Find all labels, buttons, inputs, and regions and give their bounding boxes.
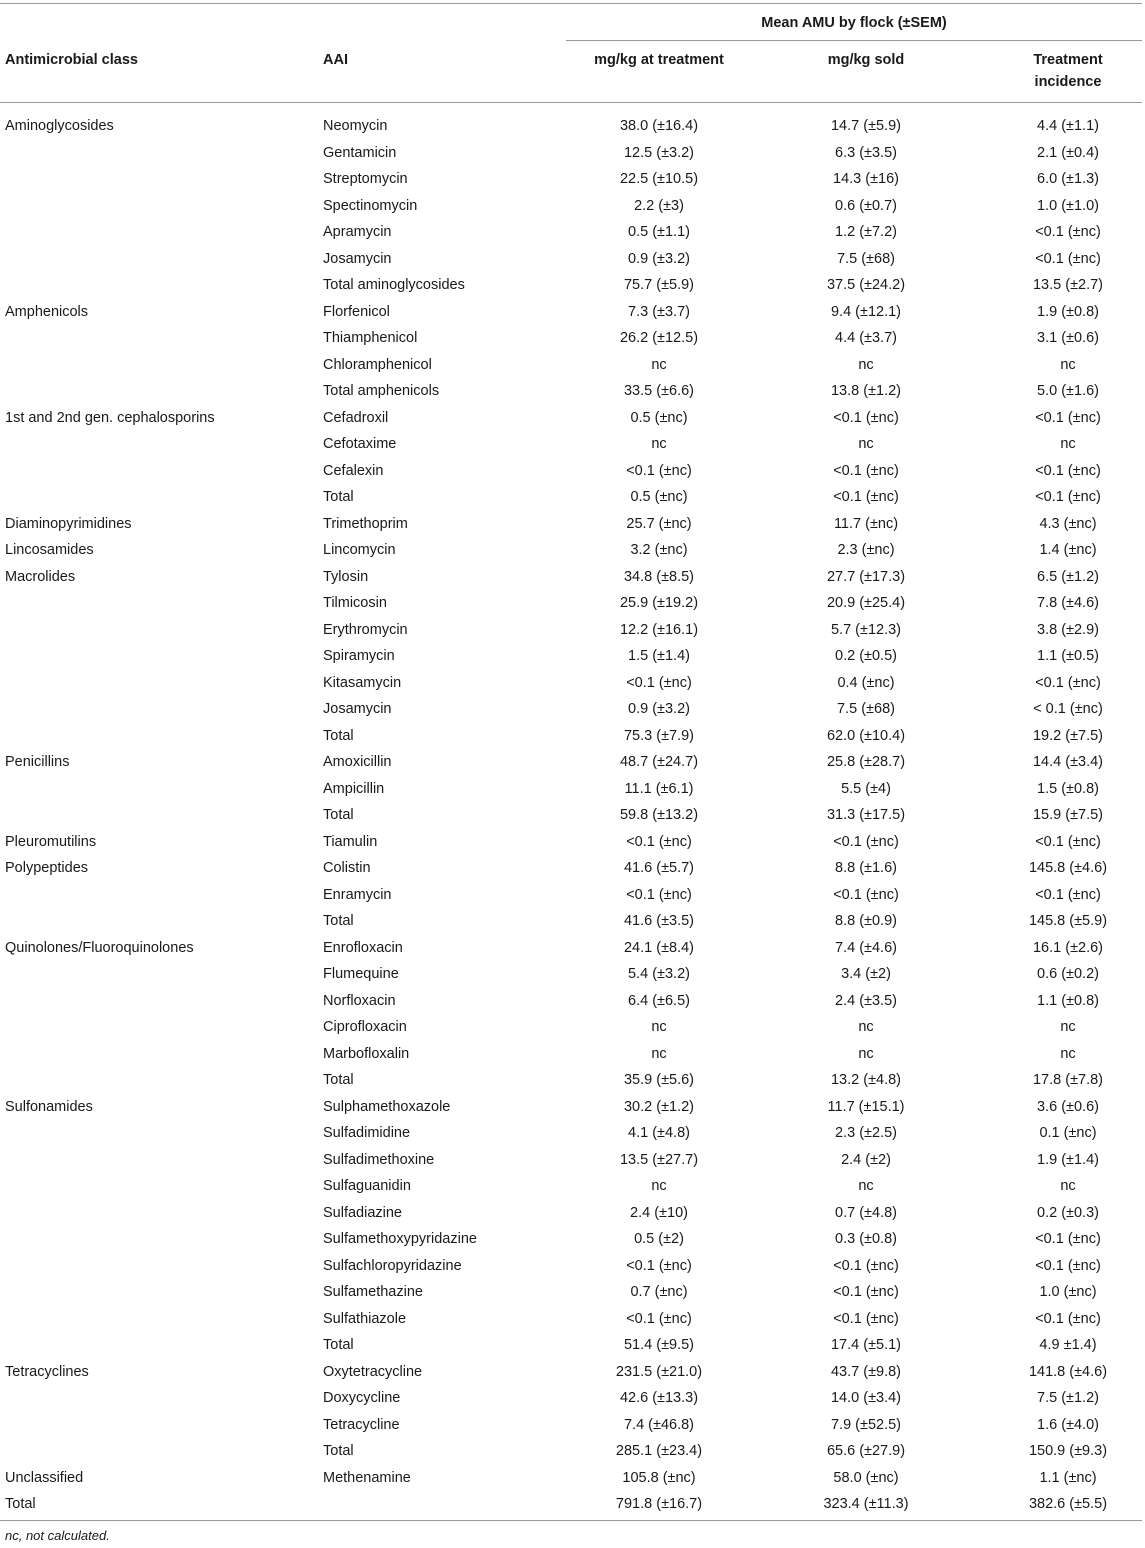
cell-aai: Tylosin <box>323 568 369 585</box>
table-row <box>0 1359 1142 1386</box>
cell-mg-kg-sold: 6.3 (±3.5) <box>835 144 897 161</box>
cell-mg-kg-treatment: 7.3 (±3.7) <box>628 303 690 320</box>
table-row <box>0 1014 1142 1041</box>
cell-mg-kg-sold: 2.3 (±nc) <box>837 542 895 558</box>
table-row <box>0 590 1142 617</box>
table-row <box>0 961 1142 988</box>
cell-aai: Lincomycin <box>323 542 396 558</box>
cell-mg-kg-sold: <0.1 (±nc) <box>833 833 899 850</box>
cell-mg-kg-sold: 58.0 (±nc) <box>833 1469 899 1486</box>
cell-mg-kg-sold: 0.2 (±0.5) <box>835 648 897 664</box>
cell-mg-kg-treatment: 12.2 (±16.1) <box>619 621 699 638</box>
cell-aai: Cefadroxil <box>323 409 389 426</box>
cell-aai: Florfenicol <box>323 303 390 320</box>
table-row <box>0 564 1142 591</box>
cell-treatment-incidence: <0.1 (±nc) <box>1035 250 1101 267</box>
cell-mg-kg-sold: 20.9 (±25.4) <box>826 595 906 611</box>
cell-mg-kg-treatment: 24.1 (±8.4) <box>623 939 695 956</box>
cell-mg-kg-sold: 11.7 (±nc) <box>833 515 899 532</box>
cell-treatment-incidence: 1.4 (±nc) <box>1039 542 1097 558</box>
cell-mg-kg-treatment: 12.5 (±3.2) <box>623 144 695 161</box>
cell-mg-kg-sold: 323.4 (±11.3) <box>823 1496 909 1512</box>
cell-mg-kg-treatment: 2.2 (±3) <box>634 197 684 214</box>
cell-aai: Spectinomycin <box>323 197 418 214</box>
table-row <box>0 802 1142 829</box>
cell-treatment-incidence: 4.4 (±1.1) <box>1037 118 1099 134</box>
table-row <box>0 935 1142 962</box>
cell-treatment-incidence: 1.0 (±nc) <box>1039 1284 1097 1300</box>
table-row <box>0 193 1142 220</box>
cell-antimicrobial-class: Sulfonamides <box>5 1098 93 1115</box>
cell-mg-kg-sold: 0.7 (±4.8) <box>835 1204 897 1221</box>
cell-treatment-incidence: 145.8 (±5.9) <box>1028 913 1108 929</box>
cell-treatment-incidence: 4.9 ±1.4) <box>1039 1337 1097 1353</box>
table-row <box>0 1465 1142 1492</box>
cell-aai: Erythromycin <box>323 621 408 638</box>
cell-mg-kg-treatment: <0.1 (±nc) <box>626 833 692 850</box>
cell-mg-kg-treatment: 3.2 (±nc) <box>630 542 688 558</box>
cell-treatment-incidence: 16.1 (±2.6) <box>1032 939 1104 956</box>
table-row <box>0 882 1142 909</box>
cell-mg-kg-sold: 17.4 (±5.1) <box>830 1337 902 1353</box>
cell-aai: Total <box>323 913 354 929</box>
cell-mg-kg-treatment: nc <box>651 356 667 373</box>
cell-mg-kg-treatment: 59.8 (±13.2) <box>619 807 699 823</box>
table-row <box>0 723 1142 750</box>
cell-mg-kg-treatment: 35.9 (±5.6) <box>623 1072 695 1088</box>
table-row <box>0 1147 1142 1174</box>
cell-mg-kg-sold: 5.7 (±12.3) <box>830 621 902 638</box>
table-row <box>0 1041 1142 1068</box>
cell-treatment-incidence: 1.1 (±nc) <box>1039 1469 1097 1486</box>
table-row <box>0 1253 1142 1280</box>
cell-mg-kg-treatment: 0.7 (±nc) <box>630 1284 688 1300</box>
cell-antimicrobial-class: Aminoglycosides <box>5 118 114 134</box>
cell-treatment-incidence: nc <box>1060 356 1076 373</box>
cell-mg-kg-treatment: nc <box>651 1019 667 1035</box>
cell-treatment-incidence: 150.9 (±9.3) <box>1028 1443 1108 1459</box>
header-mg-kg-sold: mg/kg sold <box>827 52 905 68</box>
cell-aai: Sulphamethoxazole <box>323 1098 451 1115</box>
cell-mg-kg-treatment: nc <box>651 1178 667 1194</box>
cell-mg-kg-treatment: 33.5 (±6.6) <box>623 383 695 399</box>
cell-mg-kg-treatment: 41.6 (±5.7) <box>623 860 695 876</box>
cell-mg-kg-treatment: nc <box>651 1045 667 1062</box>
cell-treatment-incidence: 4.3 (±nc) <box>1039 515 1097 532</box>
cell-mg-kg-treatment: 25.9 (±19.2) <box>619 595 699 611</box>
cell-aai: Trimethoprim <box>323 515 408 532</box>
cell-treatment-incidence: 5.0 (±1.6) <box>1037 383 1099 399</box>
cell-treatment-incidence: <0.1 (±nc) <box>1035 462 1101 479</box>
cell-mg-kg-treatment: 2.4 (±10) <box>630 1204 688 1221</box>
cell-mg-kg-treatment: 75.3 (±7.9) <box>623 727 695 744</box>
cell-mg-kg-treatment: 30.2 (±1.2) <box>623 1098 695 1115</box>
cell-treatment-incidence: < 0.1 (±nc) <box>1033 701 1103 717</box>
cell-antimicrobial-class: Unclassified <box>5 1469 84 1486</box>
table-row <box>0 670 1142 697</box>
cell-mg-kg-sold: 14.7 (±5.9) <box>830 118 902 134</box>
cell-mg-kg-treatment: 25.7 (±nc) <box>626 515 692 532</box>
table-row <box>0 352 1142 379</box>
table-row <box>0 1226 1142 1253</box>
cell-treatment-incidence: <0.1 (±nc) <box>1035 489 1101 505</box>
cell-treatment-incidence: 145.8 (±4.6) <box>1028 860 1108 876</box>
cell-mg-kg-sold: <0.1 (±nc) <box>833 1310 899 1327</box>
table-body <box>0 113 1142 1518</box>
cell-mg-kg-sold: 3.4 (±2) <box>841 966 891 982</box>
cell-antimicrobial-class: Diaminopyrimidines <box>5 515 132 532</box>
cell-mg-kg-sold: 0.4 (±nc) <box>837 674 895 691</box>
cell-aai: Cefalexin <box>323 462 384 479</box>
cell-mg-kg-sold: nc <box>858 1045 874 1062</box>
cell-mg-kg-sold: 25.8 (±28.7) <box>826 754 906 770</box>
cell-aai: Total <box>323 489 354 505</box>
cell-treatment-incidence: 1.5 (±0.8) <box>1037 780 1099 797</box>
table-row <box>0 643 1142 670</box>
table-row <box>0 1094 1142 1121</box>
cell-aai: Ciprofloxacin <box>323 1019 407 1035</box>
cell-aai: Enrofloxacin <box>323 939 403 956</box>
cell-antimicrobial-class: Polypeptides <box>5 860 89 876</box>
table-row <box>0 749 1142 776</box>
cell-mg-kg-treatment: 13.5 (±27.7) <box>619 1151 699 1168</box>
cell-mg-kg-treatment: 7.4 (±46.8) <box>623 1416 695 1433</box>
table-row <box>0 1067 1142 1094</box>
cell-aai: Josamycin <box>323 701 392 717</box>
cell-aai: Sulfadiazine <box>323 1204 402 1221</box>
cell-treatment-incidence: 1.0 (±1.0) <box>1037 197 1099 214</box>
table-row <box>0 219 1142 246</box>
cell-mg-kg-sold: 1.2 (±7.2) <box>835 224 897 240</box>
cell-mg-kg-treatment: <0.1 (±nc) <box>626 1310 692 1327</box>
table-row <box>0 1306 1142 1333</box>
cell-aai: Josamycin <box>323 250 392 267</box>
cell-treatment-incidence: 1.1 (±0.8) <box>1037 992 1099 1009</box>
cell-antimicrobial-class: Total <box>5 1496 36 1512</box>
cell-mg-kg-sold: 43.7 (±9.8) <box>830 1363 902 1380</box>
header-mg-kg-treatment: mg/kg at treatment <box>594 52 724 68</box>
header-bottom-rule <box>0 102 1142 103</box>
cell-aai: Total <box>323 1337 354 1353</box>
cell-mg-kg-treatment: 285.1 (±23.4) <box>615 1443 703 1459</box>
cell-mg-kg-treatment: 11.1 (±6.1) <box>624 780 694 797</box>
cell-aai: Total <box>323 1072 354 1088</box>
cell-treatment-incidence: <0.1 (±nc) <box>1035 886 1101 903</box>
cell-aai: Neomycin <box>323 118 388 134</box>
cell-mg-kg-treatment: 791.8 (±16.7) <box>615 1496 703 1512</box>
cell-mg-kg-sold: 8.8 (±0.9) <box>835 913 897 929</box>
cell-treatment-incidence: 1.9 (±0.8) <box>1037 303 1099 320</box>
table-row <box>0 299 1142 326</box>
cell-aai: Sulfamethazine <box>323 1284 423 1300</box>
cell-mg-kg-sold: 7.5 (±68) <box>837 250 895 267</box>
cell-mg-kg-treatment: 0.5 (±2) <box>634 1231 684 1247</box>
cell-treatment-incidence: 15.9 (±7.5) <box>1032 807 1104 823</box>
cell-mg-kg-treatment: 0.9 (±3.2) <box>628 701 690 717</box>
table-row <box>0 1438 1142 1465</box>
cell-aai: Methenamine <box>323 1469 411 1486</box>
cell-antimicrobial-class: 1st and 2nd gen. cephalosporins <box>5 409 215 426</box>
cell-antimicrobial-class: Quinolones/Fluoroquinolones <box>5 939 194 956</box>
cell-antimicrobial-class: Macrolides <box>5 568 76 585</box>
table-row <box>0 1173 1142 1200</box>
cell-treatment-incidence: <0.1 (±nc) <box>1035 224 1101 240</box>
cell-mg-kg-treatment: 5.4 (±3.2) <box>628 966 690 982</box>
cell-treatment-incidence: nc <box>1060 436 1076 452</box>
cell-mg-kg-sold: 2.3 (±2.5) <box>835 1125 897 1141</box>
table-row <box>0 1412 1142 1439</box>
cell-treatment-incidence: 3.6 (±0.6) <box>1037 1098 1099 1115</box>
cell-treatment-incidence: nc <box>1060 1045 1076 1062</box>
cell-mg-kg-treatment: 0.5 (±nc) <box>630 409 688 426</box>
cell-treatment-incidence: 7.8 (±4.6) <box>1037 595 1099 611</box>
cell-treatment-incidence: <0.1 (±nc) <box>1035 674 1101 691</box>
cell-treatment-incidence: 141.8 (±4.6) <box>1028 1363 1108 1380</box>
table-row <box>0 1120 1142 1147</box>
cell-aai: Colistin <box>323 860 371 876</box>
cell-treatment-incidence: 17.8 (±7.8) <box>1032 1072 1104 1088</box>
cell-treatment-incidence: 1.9 (±1.4) <box>1037 1151 1099 1168</box>
cell-antimicrobial-class: Lincosamides <box>5 542 94 558</box>
table-footnote: nc, not calculated. <box>5 1528 110 1543</box>
cell-treatment-incidence: 382.6 (±5.5) <box>1028 1496 1108 1512</box>
cell-mg-kg-treatment: nc <box>651 436 667 452</box>
cell-mg-kg-sold: nc <box>858 436 874 452</box>
table-row <box>0 511 1142 538</box>
cell-mg-kg-treatment: 231.5 (±21.0) <box>615 1363 703 1380</box>
cell-aai: Sulfadimethoxine <box>323 1151 435 1168</box>
cell-mg-kg-treatment: <0.1 (±nc) <box>626 1257 692 1274</box>
cell-aai: Enramycin <box>323 886 392 903</box>
cell-mg-kg-treatment: 38.0 (±16.4) <box>619 118 699 134</box>
cell-treatment-incidence: <0.1 (±nc) <box>1035 1257 1101 1274</box>
cell-mg-kg-sold: <0.1 (±nc) <box>833 886 899 903</box>
table-row <box>0 988 1142 1015</box>
cell-treatment-incidence: <0.1 (±nc) <box>1035 833 1101 850</box>
cell-treatment-incidence: 0.6 (±0.2) <box>1037 966 1099 982</box>
cell-aai: Tiamulin <box>323 833 378 850</box>
cell-aai: Marbofloxalin <box>323 1045 410 1062</box>
cell-mg-kg-treatment: 4.1 (±4.8) <box>628 1125 690 1141</box>
cell-treatment-incidence: <0.1 (±nc) <box>1035 409 1101 426</box>
cell-aai: Total amphenicols <box>323 383 440 399</box>
table-row <box>0 855 1142 882</box>
table-row <box>0 166 1142 193</box>
table-row <box>0 1491 1142 1518</box>
cell-treatment-incidence: nc <box>1060 1019 1076 1035</box>
cell-mg-kg-sold: 65.6 (±27.9) <box>826 1443 906 1459</box>
cell-aai: Amoxicillin <box>323 754 392 770</box>
cell-aai: Sulfaguanidin <box>323 1178 411 1194</box>
cell-aai: Ampicillin <box>323 780 385 797</box>
cell-mg-kg-sold: 14.3 (±16) <box>833 171 899 187</box>
cell-aai: Thiamphenicol <box>323 330 418 346</box>
cell-mg-kg-treatment: <0.1 (±nc) <box>626 674 692 691</box>
table-row <box>0 1200 1142 1227</box>
table-row <box>0 617 1142 644</box>
cell-mg-kg-treatment: 41.6 (±3.5) <box>623 913 695 929</box>
table-row <box>0 246 1142 273</box>
cell-aai: Chloramphenicol <box>323 356 432 373</box>
cell-mg-kg-sold: 7.5 (±68) <box>837 701 895 717</box>
cell-mg-kg-treatment: 0.9 (±3.2) <box>628 250 690 267</box>
cell-treatment-incidence: 1.1 (±0.5) <box>1037 648 1099 664</box>
header-antimicrobial-class: Antimicrobial class <box>5 52 138 68</box>
cell-mg-kg-sold: 2.4 (±2) <box>841 1151 891 1168</box>
cell-treatment-incidence: 3.8 (±2.9) <box>1037 621 1099 638</box>
cell-treatment-incidence: <0.1 (±nc) <box>1035 1310 1101 1327</box>
table-row <box>0 696 1142 723</box>
cell-mg-kg-sold: nc <box>858 356 874 373</box>
cell-mg-kg-sold: 13.8 (±1.2) <box>830 383 902 399</box>
cell-aai: Streptomycin <box>323 171 408 187</box>
cell-mg-kg-sold: 2.4 (±3.5) <box>835 992 897 1009</box>
table-row <box>0 431 1142 458</box>
cell-mg-kg-sold: 11.7 (±15.1) <box>827 1098 905 1115</box>
cell-mg-kg-sold: <0.1 (±nc) <box>833 489 899 505</box>
cell-aai: Doxycycline <box>323 1390 401 1406</box>
table-row <box>0 537 1142 564</box>
cell-aai: Sulfathiazole <box>323 1310 407 1327</box>
cell-mg-kg-treatment: 75.7 (±5.9) <box>623 277 695 293</box>
cell-mg-kg-treatment: 34.8 (±8.5) <box>623 568 695 585</box>
cell-mg-kg-treatment: 42.6 (±13.3) <box>619 1390 699 1406</box>
cell-mg-kg-sold: 8.8 (±1.6) <box>835 860 897 876</box>
cell-treatment-incidence: 14.4 (±3.4) <box>1032 754 1104 770</box>
cell-mg-kg-sold: nc <box>858 1019 874 1035</box>
cell-treatment-incidence: 3.1 (±0.6) <box>1037 330 1099 346</box>
cell-treatment-incidence: 2.1 (±0.4) <box>1037 144 1099 161</box>
table-row <box>0 140 1142 167</box>
cell-aai: Total <box>323 727 354 744</box>
cell-treatment-incidence: <0.1 (±nc) <box>1035 1231 1101 1247</box>
cell-aai: Tetracycline <box>323 1416 400 1433</box>
cell-mg-kg-sold: <0.1 (±nc) <box>833 1284 899 1300</box>
cell-antimicrobial-class: Pleuromutilins <box>5 833 97 850</box>
cell-mg-kg-sold: 0.6 (±0.7) <box>835 197 897 214</box>
cell-mg-kg-treatment: 105.8 (±nc) <box>622 1469 696 1486</box>
cell-aai: Kitasamycin <box>323 674 402 691</box>
cell-mg-kg-treatment: 0.5 (±nc) <box>630 489 688 505</box>
cell-mg-kg-sold: 62.0 (±10.4) <box>826 727 906 744</box>
cell-mg-kg-sold: 0.3 (±0.8) <box>835 1231 897 1247</box>
cell-aai: Spiramycin <box>323 648 395 664</box>
cell-mg-kg-sold: 37.5 (±24.2) <box>826 277 906 293</box>
cell-aai: Sulfachloropyridazine <box>323 1257 462 1274</box>
cell-mg-kg-sold: 7.4 (±4.6) <box>835 939 897 956</box>
table-row <box>0 1385 1142 1412</box>
cell-treatment-incidence: 19.2 (±7.5) <box>1032 727 1104 744</box>
table-row <box>0 325 1142 352</box>
cell-treatment-incidence: 13.5 (±2.7) <box>1032 277 1104 293</box>
table-row <box>0 405 1142 432</box>
cell-mg-kg-sold: 7.9 (±52.5) <box>830 1416 902 1433</box>
cell-mg-kg-treatment: 0.5 (±1.1) <box>628 224 690 240</box>
cell-mg-kg-treatment: <0.1 (±nc) <box>626 886 692 903</box>
cell-mg-kg-treatment: 1.5 (±1.4) <box>628 648 690 664</box>
table-row <box>0 458 1142 485</box>
header-treatment-incidence-line1: Treatment <box>1033 52 1103 68</box>
cell-aai: Tilmicosin <box>323 595 387 611</box>
table-bottom-rule <box>0 1520 1142 1521</box>
cell-antimicrobial-class: Penicillins <box>5 754 70 770</box>
cell-mg-kg-treatment: 22.5 (±10.5) <box>619 171 699 187</box>
table-row <box>0 484 1142 511</box>
header-treatment-incidence <box>994 49 1142 93</box>
cell-treatment-incidence: 0.1 (±nc) <box>1039 1125 1097 1141</box>
cell-aai: Gentamicin <box>323 144 397 161</box>
cell-treatment-incidence: nc <box>1060 1178 1076 1194</box>
cell-aai: Sulfadimidine <box>323 1125 411 1141</box>
table-row <box>0 378 1142 405</box>
cell-mg-kg-treatment: <0.1 (±nc) <box>626 462 692 479</box>
cell-mg-kg-sold: 13.2 (±4.8) <box>830 1072 902 1088</box>
table-row <box>0 1332 1142 1359</box>
cell-mg-kg-sold: <0.1 (±nc) <box>833 462 899 479</box>
cell-mg-kg-treatment: 6.4 (±6.5) <box>628 992 690 1009</box>
cell-aai: Cefotaxime <box>323 436 397 452</box>
cell-aai: Total aminoglycosides <box>323 277 465 293</box>
cell-treatment-incidence: 1.6 (±4.0) <box>1037 1416 1099 1433</box>
cell-aai: Total <box>323 1443 354 1459</box>
table-row <box>0 113 1142 140</box>
cell-aai: Sulfamethoxypyridazine <box>323 1231 477 1247</box>
cell-mg-kg-sold: <0.1 (±nc) <box>833 1257 899 1274</box>
cell-mg-kg-sold: 14.0 (±3.4) <box>830 1390 902 1406</box>
cell-treatment-incidence: 0.2 (±0.3) <box>1037 1204 1099 1221</box>
table-row <box>0 272 1142 299</box>
cell-mg-kg-sold: 27.7 (±17.3) <box>826 568 906 585</box>
cell-treatment-incidence: 7.5 (±1.2) <box>1037 1390 1099 1406</box>
cell-aai: Apramycin <box>323 224 392 240</box>
table-top-rule <box>0 3 1142 4</box>
cell-mg-kg-treatment: 26.2 (±12.5) <box>619 330 699 346</box>
cell-mg-kg-sold: 4.4 (±3.7) <box>835 330 897 346</box>
table-row <box>0 776 1142 803</box>
header-aai: AAI <box>323 52 348 68</box>
cell-treatment-incidence: 6.0 (±1.3) <box>1037 171 1099 187</box>
cell-aai: Norfloxacin <box>323 992 396 1009</box>
cell-mg-kg-sold: 5.5 (±4) <box>841 780 891 797</box>
cell-aai: Flumequine <box>323 966 399 982</box>
cell-mg-kg-sold: 9.4 (±12.1) <box>830 303 902 320</box>
header-treatment-incidence-line2: incidence <box>1034 74 1102 90</box>
table-row <box>0 829 1142 856</box>
table-row <box>0 1279 1142 1306</box>
header-mean-amu: Mean AMU by flock (±SEM) <box>761 15 947 31</box>
header-sub-rule <box>566 40 1142 41</box>
cell-mg-kg-treatment: 48.7 (±24.7) <box>619 754 699 770</box>
cell-aai: Oxytetracycline <box>323 1363 423 1380</box>
cell-mg-kg-sold: 31.3 (±17.5) <box>826 807 906 823</box>
cell-antimicrobial-class: Tetracyclines <box>5 1363 89 1380</box>
cell-mg-kg-sold: nc <box>858 1178 874 1194</box>
cell-mg-kg-treatment: 51.4 (±9.5) <box>623 1337 695 1353</box>
cell-mg-kg-sold: <0.1 (±nc) <box>833 409 899 426</box>
cell-treatment-incidence: 6.5 (±1.2) <box>1037 568 1099 585</box>
table-row <box>0 908 1142 935</box>
cell-aai: Total <box>323 807 354 823</box>
cell-antimicrobial-class: Amphenicols <box>5 303 89 320</box>
